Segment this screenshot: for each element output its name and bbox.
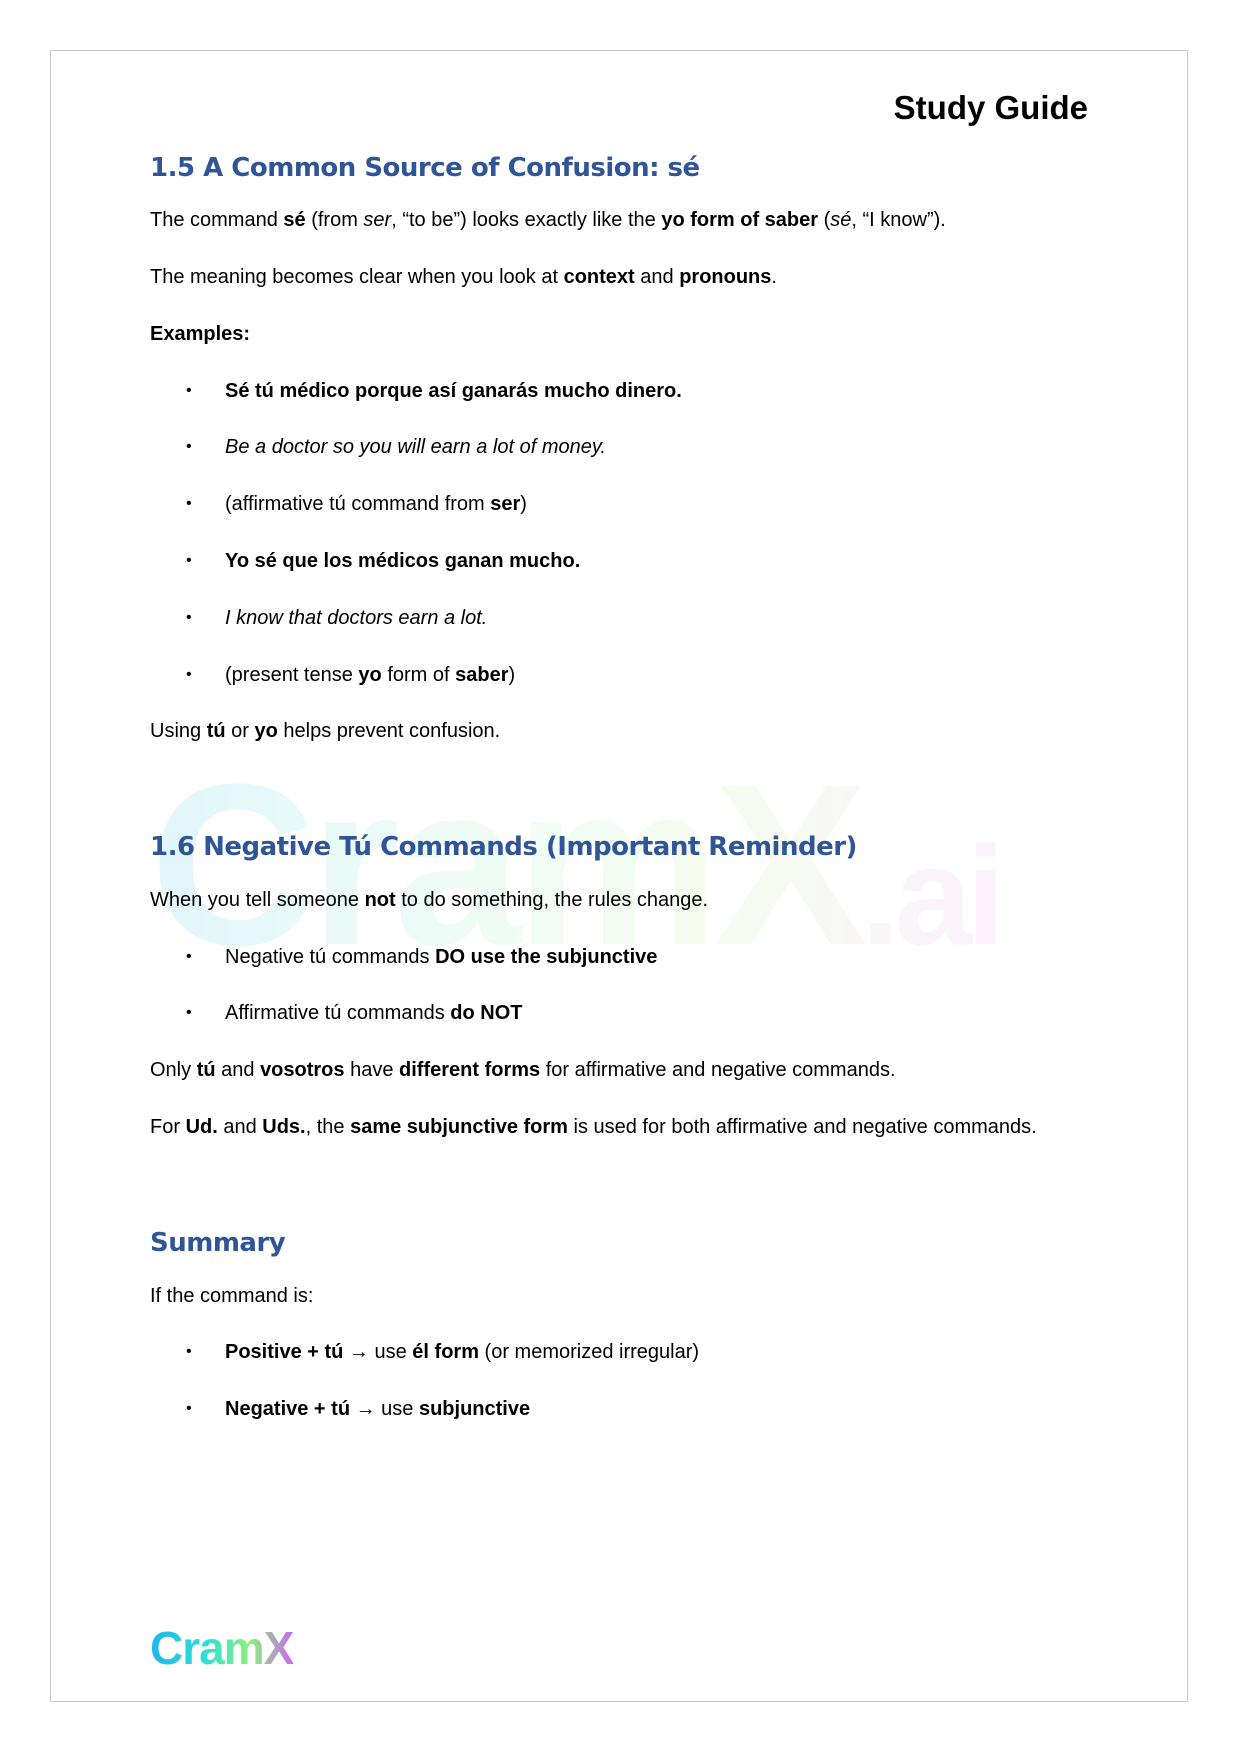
- text-run: subjunctive: [418, 1398, 531, 1420]
- text-run: context: [563, 266, 635, 288]
- text-run: , the: [305, 1116, 351, 1138]
- cramx-logo: CramX: [150, 1622, 294, 1674]
- text-run: and: [217, 1116, 263, 1138]
- text-run: If the command is:: [150, 1285, 314, 1307]
- text-run: have: [344, 1059, 400, 1081]
- text-run: ): [520, 493, 527, 515]
- text-run: is used for both affirmative and negative commands.: [567, 1116, 1037, 1138]
- list-item: [225, 492, 527, 516]
- text-run: Only: [150, 1059, 197, 1081]
- list-item: [225, 945, 657, 969]
- paragraph: [150, 208, 946, 232]
- text-run: Examples:: [150, 323, 251, 345]
- text-run: ser: [363, 209, 392, 231]
- text-run: Yo sé que los médicos ganan mucho.: [225, 550, 581, 572]
- text-run: Ud.: [185, 1116, 218, 1138]
- text-run: saber: [455, 664, 509, 686]
- text-run: form of: [381, 664, 456, 686]
- text-run: The command: [150, 209, 284, 231]
- text-run: (: [818, 209, 831, 231]
- text-run: When you tell someone: [150, 889, 365, 911]
- text-run: Be a doctor so you will earn a lot of money.: [225, 436, 606, 458]
- text-run: → use: [350, 1398, 419, 1420]
- text-run: for affirmative and negative commands.: [540, 1059, 896, 1081]
- text-run: and: [634, 266, 680, 288]
- text-run: Uds.: [262, 1116, 306, 1138]
- bullet-icon: •: [186, 948, 192, 965]
- bullet-icon: •: [186, 1400, 192, 1417]
- text-run: and: [215, 1059, 261, 1081]
- bullet-icon: •: [186, 609, 192, 626]
- text-run: sé: [283, 209, 306, 231]
- list-item: [225, 663, 515, 687]
- text-run: vosotros: [260, 1059, 345, 1081]
- list-item: [225, 1340, 699, 1364]
- text-run: (or memorized irregular): [478, 1341, 700, 1363]
- text-run: different forms: [399, 1059, 541, 1081]
- heading-summary: Summary: [150, 1228, 286, 1258]
- watermark-suffix: .ai: [861, 817, 1000, 974]
- text-run: .: [771, 266, 777, 288]
- text-run: , “to be”) looks exactly like the: [391, 209, 662, 231]
- paragraph: [150, 719, 500, 743]
- text-run: helps prevent confusion.: [277, 720, 501, 742]
- bullet-icon: •: [186, 382, 192, 399]
- text-run: → use: [343, 1341, 413, 1363]
- text-run: Positive + tú: [225, 1341, 344, 1363]
- text-run: Negative + tú: [225, 1398, 351, 1420]
- text-run: same subjunctive form: [350, 1116, 568, 1138]
- heading-1-6: 1.6 Negative Tú Commands (Important Reminder): [150, 832, 857, 862]
- text-run: or: [225, 720, 255, 742]
- paragraph: [150, 1115, 1037, 1139]
- watermark-text: CramX: [150, 736, 862, 993]
- text-run: yo form of saber: [661, 209, 819, 231]
- text-run: I know that doctors earn a lot.: [225, 607, 488, 629]
- text-run: yo: [358, 664, 382, 686]
- bullet-icon: •: [186, 552, 192, 569]
- bullet-icon: •: [186, 438, 192, 455]
- heading-1-5: 1.5 A Common Source of Confusion: sé: [150, 153, 700, 183]
- document-title: Study Guide: [893, 89, 1088, 126]
- paragraph: [150, 888, 708, 912]
- text-run: Affirmative tú commands: [225, 1002, 451, 1024]
- text-run: Using: [150, 720, 207, 742]
- text-run: to do something, the rules change.: [395, 889, 709, 911]
- list-item: [225, 379, 682, 403]
- page-border: [50, 50, 1188, 1702]
- text-run: The meaning becomes clear when you look at: [150, 266, 564, 288]
- list-item: [225, 435, 606, 459]
- text-run: tú: [206, 720, 226, 742]
- list-item: [225, 606, 487, 630]
- text-run: not: [364, 889, 396, 911]
- paragraph: [150, 1284, 313, 1308]
- bullet-icon: •: [186, 666, 192, 683]
- paragraph: [150, 322, 250, 346]
- bullet-icon: •: [186, 1004, 192, 1021]
- text-run: For: [150, 1116, 186, 1138]
- text-run: do NOT: [450, 1002, 523, 1024]
- text-run: Sé tú médico porque así ganarás mucho dinero.: [225, 380, 682, 402]
- paragraph: [150, 265, 777, 289]
- text-run: , “I know”).: [851, 209, 946, 231]
- text-run: yo: [254, 720, 278, 742]
- text-run: Negative tú commands: [225, 946, 436, 968]
- list-item: [225, 549, 580, 573]
- text-run: (from: [305, 209, 364, 231]
- text-run: (affirmative tú command from: [225, 493, 491, 515]
- bullet-icon: •: [186, 495, 192, 512]
- bullet-icon: •: [186, 1343, 192, 1360]
- text-run: DO use the subjunctive: [435, 946, 658, 968]
- text-run: ): [508, 664, 516, 686]
- text-run: (present tense: [225, 664, 359, 686]
- paragraph: [150, 1058, 896, 1082]
- text-run: pronouns: [679, 266, 772, 288]
- list-item: [225, 1397, 530, 1421]
- text-run: tú: [196, 1059, 216, 1081]
- list-item: [225, 1001, 522, 1025]
- text-run: él form: [412, 1341, 479, 1363]
- text-run: ser: [490, 493, 521, 515]
- text-run: sé: [830, 209, 852, 231]
